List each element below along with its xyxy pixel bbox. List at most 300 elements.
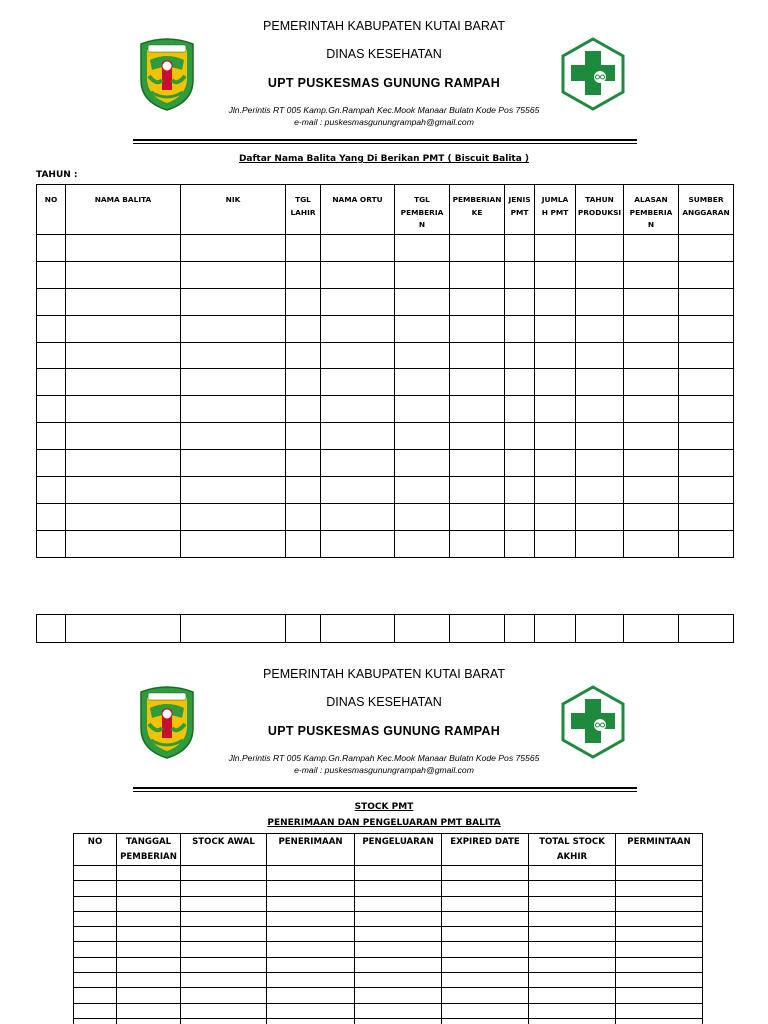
column-header-text: PENERIMAAN	[278, 837, 343, 847]
table-cell	[286, 342, 321, 369]
table-cell	[505, 288, 535, 315]
column-header-text: JENIS	[508, 195, 531, 204]
column-header-no	[74, 834, 117, 866]
table-row	[74, 1018, 703, 1024]
table-cell	[616, 957, 703, 972]
column-header-text: TAHUN	[585, 195, 614, 204]
table-cell	[576, 450, 624, 477]
table-cell	[286, 288, 321, 315]
table-cell	[535, 288, 576, 315]
table-cell	[181, 927, 267, 942]
table-cell	[450, 369, 505, 396]
table-cell	[181, 1018, 267, 1024]
table-cell	[321, 477, 395, 504]
table-cell	[576, 503, 624, 530]
table-cell	[442, 866, 529, 881]
table-row	[37, 615, 734, 643]
table-cell	[395, 530, 450, 557]
table-cell	[37, 477, 66, 504]
column-header-text: N	[418, 220, 426, 229]
government-name: PEMERINTAH KABUPATEN KUTAI BARAT	[263, 19, 505, 33]
table-cell	[535, 261, 576, 288]
column-header-text: NAMA BALITA	[94, 195, 152, 204]
table-cell	[535, 396, 576, 423]
column-header-text: AKHIR	[556, 852, 588, 862]
table-row	[37, 423, 734, 450]
table-row	[74, 911, 703, 926]
table-cell	[505, 530, 535, 557]
table-cell	[117, 927, 181, 942]
table-cell	[679, 288, 734, 315]
table-cell	[505, 423, 535, 450]
column-header-jumla-h-pmt	[535, 185, 576, 235]
table-cell	[267, 927, 355, 942]
table-cell	[267, 866, 355, 881]
table-cell	[74, 881, 117, 896]
table-cell	[576, 288, 624, 315]
column-header-sumber-anggaran	[679, 185, 734, 235]
table-cell	[679, 450, 734, 477]
table-cell	[624, 288, 679, 315]
table-cell	[181, 369, 286, 396]
table-cell	[181, 896, 267, 911]
table-cell	[286, 450, 321, 477]
table-cell	[442, 881, 529, 896]
table-cell	[442, 957, 529, 972]
table-cell	[74, 957, 117, 972]
table-cell	[505, 450, 535, 477]
government-name: PEMERINTAH KABUPATEN KUTAI BARAT	[263, 667, 505, 681]
table-cell	[679, 423, 734, 450]
table-cell	[450, 342, 505, 369]
table-cell	[181, 530, 286, 557]
table-cell	[505, 315, 535, 342]
column-header-text: KE	[471, 207, 483, 217]
table-cell	[679, 315, 734, 342]
table-cell	[529, 942, 616, 957]
table-row	[74, 896, 703, 911]
table-cell	[66, 235, 181, 262]
table-cell	[576, 261, 624, 288]
table-cell	[181, 477, 286, 504]
table-cell	[450, 315, 505, 342]
column-header-text: SUMBER	[688, 195, 724, 204]
kutai-barat-emblem-icon	[135, 36, 199, 112]
table-cell	[355, 911, 442, 926]
table-cell	[267, 973, 355, 988]
table-cell	[66, 503, 181, 530]
letterhead-top	[0, 0, 768, 140]
table-cell	[286, 530, 321, 557]
table-cell	[529, 866, 616, 881]
table-cell	[181, 288, 286, 315]
table-cell	[616, 942, 703, 957]
table-cell	[181, 261, 286, 288]
table-cell	[576, 423, 624, 450]
table-cell	[576, 615, 624, 643]
column-header-text: ANGGARAN	[682, 207, 730, 217]
table-cell	[37, 423, 66, 450]
table-cell	[535, 423, 576, 450]
table-cell	[181, 615, 286, 643]
table-cell	[286, 235, 321, 262]
balita-table-header	[37, 185, 734, 235]
table-cell	[679, 369, 734, 396]
table-cell	[442, 1003, 529, 1018]
column-header-nama-balita	[66, 185, 181, 235]
table-cell	[355, 988, 442, 1003]
table-cell	[117, 881, 181, 896]
table-cell	[181, 988, 267, 1003]
letterhead-bottom	[0, 648, 768, 788]
table-cell	[616, 896, 703, 911]
column-header-no	[37, 185, 66, 235]
table-cell	[117, 957, 181, 972]
table-cell	[624, 342, 679, 369]
table-cell	[37, 315, 66, 342]
year-label: TAHUN :	[36, 170, 78, 180]
table-cell	[535, 615, 576, 643]
table-cell	[286, 396, 321, 423]
table-row	[37, 369, 734, 396]
table-cell	[450, 235, 505, 262]
table-cell	[181, 450, 286, 477]
table-cell	[616, 1018, 703, 1024]
table-cell	[74, 988, 117, 1003]
table-cell	[286, 261, 321, 288]
table-cell	[616, 866, 703, 881]
table-cell	[74, 896, 117, 911]
table-cell	[679, 396, 734, 423]
column-header-text: NIK	[225, 195, 241, 204]
table-cell	[181, 942, 267, 957]
table-cell	[450, 288, 505, 315]
table-cell	[616, 988, 703, 1003]
table-cell	[117, 1003, 181, 1018]
column-header-text: PRODUKSI	[577, 207, 622, 217]
column-header-text: H PMT	[541, 207, 569, 217]
column-header-text: PENGELUARAN	[362, 837, 434, 847]
table-cell	[679, 530, 734, 557]
table-row	[37, 342, 734, 369]
table-cell	[679, 261, 734, 288]
table-cell	[37, 235, 66, 262]
balita-list-title: Daftar Nama Balita Yang Di Berikan PMT ( Biscuit Balita )	[238, 154, 530, 164]
column-header-text: N	[647, 220, 655, 229]
table-cell	[450, 396, 505, 423]
table-cell	[442, 973, 529, 988]
table-cell	[450, 503, 505, 530]
table-cell	[450, 450, 505, 477]
table-cell	[74, 942, 117, 957]
table-cell	[576, 530, 624, 557]
table-cell	[37, 615, 66, 643]
table-cell	[616, 881, 703, 896]
table-cell	[117, 988, 181, 1003]
column-header-text: PEMBERIA	[400, 207, 444, 217]
column-header-alasan-pemberia-n	[624, 185, 679, 235]
table-cell	[74, 973, 117, 988]
table-cell	[450, 261, 505, 288]
column-header-text: EXPIRED DATE	[450, 837, 520, 847]
table-cell	[286, 615, 321, 643]
table-cell	[355, 957, 442, 972]
table-row	[37, 450, 734, 477]
table-cell	[679, 503, 734, 530]
table-cell	[66, 342, 181, 369]
table-cell	[267, 988, 355, 1003]
column-header-tanggal-pemberian	[117, 834, 181, 866]
table-cell	[355, 866, 442, 881]
table-cell	[535, 315, 576, 342]
unit-name: UPT PUSKESMAS GUNUNG RAMPAH	[267, 76, 501, 90]
table-cell	[37, 261, 66, 288]
table-cell	[181, 881, 267, 896]
table-cell	[181, 1003, 267, 1018]
table-cell	[74, 1018, 117, 1024]
table-cell	[355, 927, 442, 942]
column-header-text: TGL	[414, 195, 430, 204]
table-cell	[286, 369, 321, 396]
table-row	[74, 988, 703, 1003]
table-row	[37, 530, 734, 557]
table-cell	[37, 342, 66, 369]
table-cell	[286, 315, 321, 342]
table-cell	[442, 988, 529, 1003]
column-header-tgl-pemberia-n	[395, 185, 450, 235]
table-cell	[505, 396, 535, 423]
table-cell	[624, 396, 679, 423]
table-cell	[117, 896, 181, 911]
table-cell	[576, 315, 624, 342]
table-cell	[535, 503, 576, 530]
table-cell	[37, 369, 66, 396]
table-cell	[529, 1003, 616, 1018]
table-cell	[181, 503, 286, 530]
table-cell	[66, 369, 181, 396]
table-cell	[395, 342, 450, 369]
table-cell	[181, 396, 286, 423]
table-cell	[37, 503, 66, 530]
table-cell	[181, 973, 267, 988]
table-cell	[395, 235, 450, 262]
table-cell	[321, 396, 395, 423]
table-cell	[529, 973, 616, 988]
table-cell	[529, 1018, 616, 1024]
table-cell	[624, 450, 679, 477]
table-cell	[442, 942, 529, 957]
table-row	[74, 881, 703, 896]
header-divider	[133, 787, 637, 789]
column-header-text: ALASAN	[634, 195, 668, 204]
stock-table	[73, 833, 703, 1024]
email-line: e-mail : puskesmasgunungrampah@gmail.com	[294, 117, 474, 127]
table-cell	[535, 235, 576, 262]
column-header-text: NAMA ORTU	[332, 195, 383, 204]
table-row	[74, 942, 703, 957]
table-cell	[505, 503, 535, 530]
table-cell	[355, 881, 442, 896]
table-cell	[616, 927, 703, 942]
column-header-text: NO	[44, 195, 58, 204]
column-header-total-stock-akhir	[529, 834, 616, 866]
stock-table-header	[74, 834, 703, 866]
table-cell	[529, 957, 616, 972]
table-cell	[450, 615, 505, 643]
table-cell	[505, 615, 535, 643]
table-cell	[74, 911, 117, 926]
column-header-text: TOTAL STOCK	[539, 837, 605, 847]
column-header-text: PMT	[510, 207, 529, 217]
email-line: e-mail : puskesmasgunungrampah@gmail.com	[294, 765, 474, 775]
table-cell	[355, 1003, 442, 1018]
table-cell	[395, 369, 450, 396]
table-row	[74, 927, 703, 942]
table-cell	[321, 369, 395, 396]
table-cell	[395, 288, 450, 315]
table-cell	[66, 288, 181, 315]
table-cell	[267, 957, 355, 972]
table-cell	[395, 396, 450, 423]
table-cell	[321, 503, 395, 530]
table-cell	[505, 369, 535, 396]
table-cell	[576, 369, 624, 396]
table-cell	[535, 477, 576, 504]
table-row	[37, 235, 734, 262]
table-cell	[535, 530, 576, 557]
column-header-text: TANGGAL	[125, 837, 172, 847]
table-cell	[267, 911, 355, 926]
table-cell	[576, 477, 624, 504]
table-cell	[37, 396, 66, 423]
table-cell	[181, 235, 286, 262]
table-cell	[616, 973, 703, 988]
table-cell	[321, 235, 395, 262]
table-cell	[442, 927, 529, 942]
kutai-barat-emblem-icon	[135, 684, 199, 760]
table-cell	[679, 235, 734, 262]
table-cell	[181, 866, 267, 881]
table-cell	[442, 1018, 529, 1024]
table-cell	[395, 315, 450, 342]
table-cell	[616, 1003, 703, 1018]
column-header-stock-awal	[181, 834, 267, 866]
column-header-pemberian-ke	[450, 185, 505, 235]
table-cell	[267, 881, 355, 896]
column-header-penerimaan	[267, 834, 355, 866]
table-cell	[286, 503, 321, 530]
table-row	[74, 1003, 703, 1018]
column-header-tgl-lahir	[286, 185, 321, 235]
table-cell	[450, 477, 505, 504]
table-cell	[529, 896, 616, 911]
table-cell	[181, 342, 286, 369]
table-row	[37, 477, 734, 504]
column-header-text: PEMBERIAN	[120, 852, 177, 862]
table-cell	[624, 315, 679, 342]
table-cell	[395, 450, 450, 477]
table-cell	[117, 911, 181, 926]
table-cell	[535, 342, 576, 369]
table-cell	[355, 942, 442, 957]
table-cell	[624, 369, 679, 396]
balita-table	[36, 184, 734, 558]
table-cell	[624, 423, 679, 450]
column-header-text: PEMBERIAN	[452, 195, 502, 204]
table-cell	[624, 530, 679, 557]
table-cell	[505, 261, 535, 288]
table-cell	[321, 288, 395, 315]
column-header-nama-ortu	[321, 185, 395, 235]
table-cell	[616, 911, 703, 926]
table-cell	[529, 911, 616, 926]
table-cell	[117, 1018, 181, 1024]
table-cell	[450, 530, 505, 557]
table-cell	[66, 315, 181, 342]
column-header-text: PEMBERIA	[629, 207, 673, 217]
table-row	[37, 396, 734, 423]
stock-title: STOCK PMT	[354, 802, 414, 812]
table-cell	[395, 423, 450, 450]
column-header-nik	[181, 185, 286, 235]
table-cell	[74, 866, 117, 881]
column-header-text: LAHIR	[290, 207, 316, 217]
table-row	[74, 866, 703, 881]
puskesmas-cross-icon	[560, 685, 626, 759]
table-cell	[529, 988, 616, 1003]
table-cell	[624, 615, 679, 643]
table-cell	[679, 342, 734, 369]
table-cell	[355, 973, 442, 988]
table-cell	[321, 423, 395, 450]
balita-table-continuation	[36, 614, 734, 643]
department-name: DINAS KESEHATAN	[326, 695, 442, 709]
table-cell	[267, 896, 355, 911]
table-cell	[286, 477, 321, 504]
header-divider-thin	[133, 143, 637, 144]
table-cell	[181, 911, 267, 926]
table-row	[37, 315, 734, 342]
table-cell	[66, 477, 181, 504]
column-header-expired-date	[442, 834, 529, 866]
table-cell	[117, 942, 181, 957]
table-cell	[66, 423, 181, 450]
table-cell	[37, 530, 66, 557]
table-cell	[505, 477, 535, 504]
department-name: DINAS KESEHATAN	[326, 47, 442, 61]
table-cell	[679, 615, 734, 643]
table-cell	[267, 1018, 355, 1024]
table-cell	[529, 927, 616, 942]
table-cell	[117, 973, 181, 988]
table-cell	[442, 896, 529, 911]
table-row	[37, 288, 734, 315]
table-cell	[321, 261, 395, 288]
table-cell	[66, 396, 181, 423]
table-cell	[37, 288, 66, 315]
table-cell	[624, 503, 679, 530]
table-cell	[321, 530, 395, 557]
column-header-jenis-pmt	[505, 185, 535, 235]
table-cell	[66, 530, 181, 557]
table-cell	[505, 342, 535, 369]
table-row	[74, 957, 703, 972]
table-cell	[267, 942, 355, 957]
table-cell	[321, 615, 395, 643]
table-cell	[442, 911, 529, 926]
table-cell	[355, 896, 442, 911]
column-header-pengeluaran	[355, 834, 442, 866]
